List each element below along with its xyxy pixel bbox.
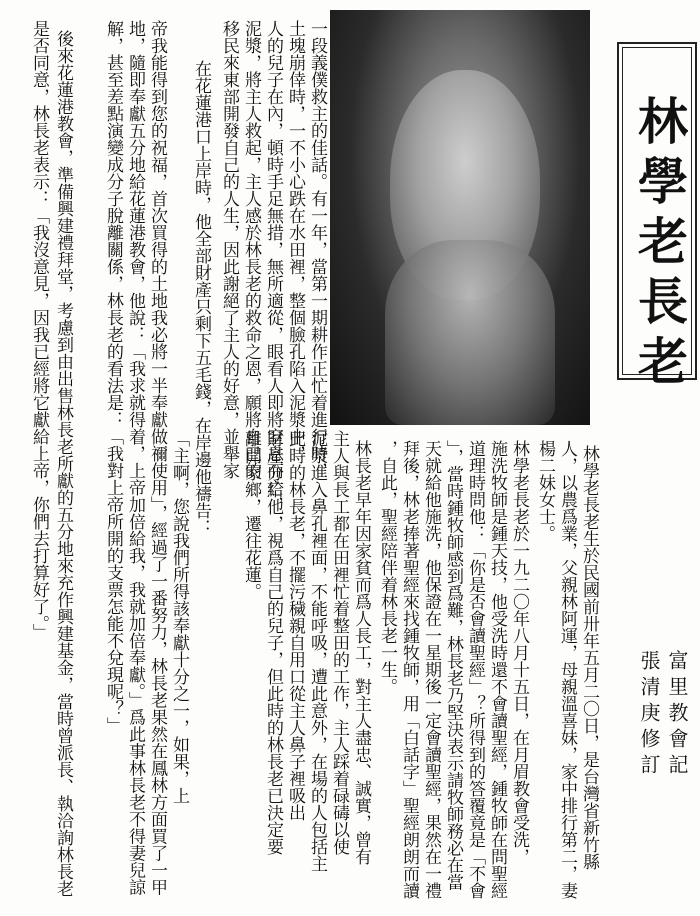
- portrait-photo: [330, 10, 590, 425]
- text-column: 楊二妹女士。: [535, 440, 555, 542]
- text-column: 拜後，林老捧著聖經來找鍾牧師，用「白話字」聖經朗朗而讀: [399, 440, 419, 899]
- text-column: 土塊崩倖時，一不小心跌在水田裡，整個臉孔陷入泥漿中，: [285, 20, 305, 462]
- text-column: 帝我能得到您的祝福，首次買得的土地我必將一半奉獻做禰使用」，經過了一番努力，林長老果然在鳳林方面買了一甲: [147, 20, 167, 896]
- author-line-2: 張清庚修訂: [637, 650, 661, 780]
- text-column: 解，甚至差點演變成分子脫離關係，林長老的看法是：「我對上帝所開的支票怎能不兌現呢？」: [103, 20, 123, 734]
- text-column: 林學老長老生於民國前卅年五月二〇日，是台灣省新竹縣: [579, 445, 599, 870]
- text-column: 施洗牧師是鍾天技，他受洗時還不會讀聖經，鍾牧師在問聖經: [487, 440, 507, 899]
- text-column: 泥漿，將主人救起，主人感於林長老的救命之恩，願將自己的: [241, 20, 261, 479]
- text-column: 人，以農爲業，父親林阿運，母親溫喜妹，家中排行第二，妻: [557, 440, 577, 899]
- text-column: 主人與長工都在田裡忙着整田的工作，主人踩着碌碡以使: [329, 430, 349, 855]
- author-line-1: 富里教會記: [665, 650, 689, 780]
- text-column: 道理時問他：「你是否會讀聖經」？所得到的答覆竟是「不會: [465, 440, 485, 899]
- text-column: 後來花蓮港教會，準備興建禮拜堂，考慮到由出售林長老所獻的五分地來充作興建基金，當時曾派長、執洽詢林長老: [53, 30, 73, 897]
- text-column: 在花蓮港口上岸時，他全部財產只剩下五毛錢，在岸邊他禱告：: [191, 60, 211, 536]
- text-column: 是否同意，林長老表示：「我沒意見，因我已經將它獻給上帝，你們去打算好了。」: [29, 20, 49, 641]
- text-column: 林學老長老於一九二〇年八月十五日，在月眉教會受洗，: [509, 440, 529, 865]
- text-column: 移民來東部開發自己的人生，因此謝絕了主人的好意，並舉家: [219, 20, 239, 479]
- text-column: 此時的林長老，不擺污穢親自用口從主人鼻子裡吸出: [285, 430, 305, 821]
- text-column: 「主啊，您說我們所得該奉獻十分之一，如果，上: [169, 430, 189, 804]
- text-column: ，自此，聖經陪伴着林長老一生。: [377, 440, 397, 695]
- article-title: 林學老長老: [630, 95, 689, 395]
- text-column: 天就給他施洗，他保證在一星期後一定會讀聖經，果然在一禮: [421, 440, 441, 899]
- text-column: 地，隨即奉獻五分地給花蓮港教會，他說：「我求就得着，上帝加倍給我，我就加倍奉獻。」爲此事林長老不得妻兒諒: [125, 20, 145, 896]
- text-column: 泥漿進入鼻孔裡面，不能呼吸，遭此意外，在場的人包括主: [307, 430, 327, 872]
- portrait-beard: [385, 240, 555, 425]
- text-column: 離開家鄉，遷往花蓮。: [241, 430, 261, 600]
- text-column: 財產分給他，視爲自己的兒子，但此時的林長老已決定要: [263, 430, 283, 855]
- text-column: 一段義僕救主的佳話。有一年，當第一期耕作正忙着進行時，: [307, 20, 327, 479]
- text-column: 人的兒子在內，頓時手足無措，無所適從，眼看人即將窒息而亡，: [263, 20, 283, 513]
- text-column: 林長老早年因家貧而爲人長工，對主人盡忠、誠實，曾有: [351, 440, 371, 865]
- text-column: 」，當時鍾牧師感到爲難，林長老乃堅決表示請牧師務必在當: [443, 440, 463, 891]
